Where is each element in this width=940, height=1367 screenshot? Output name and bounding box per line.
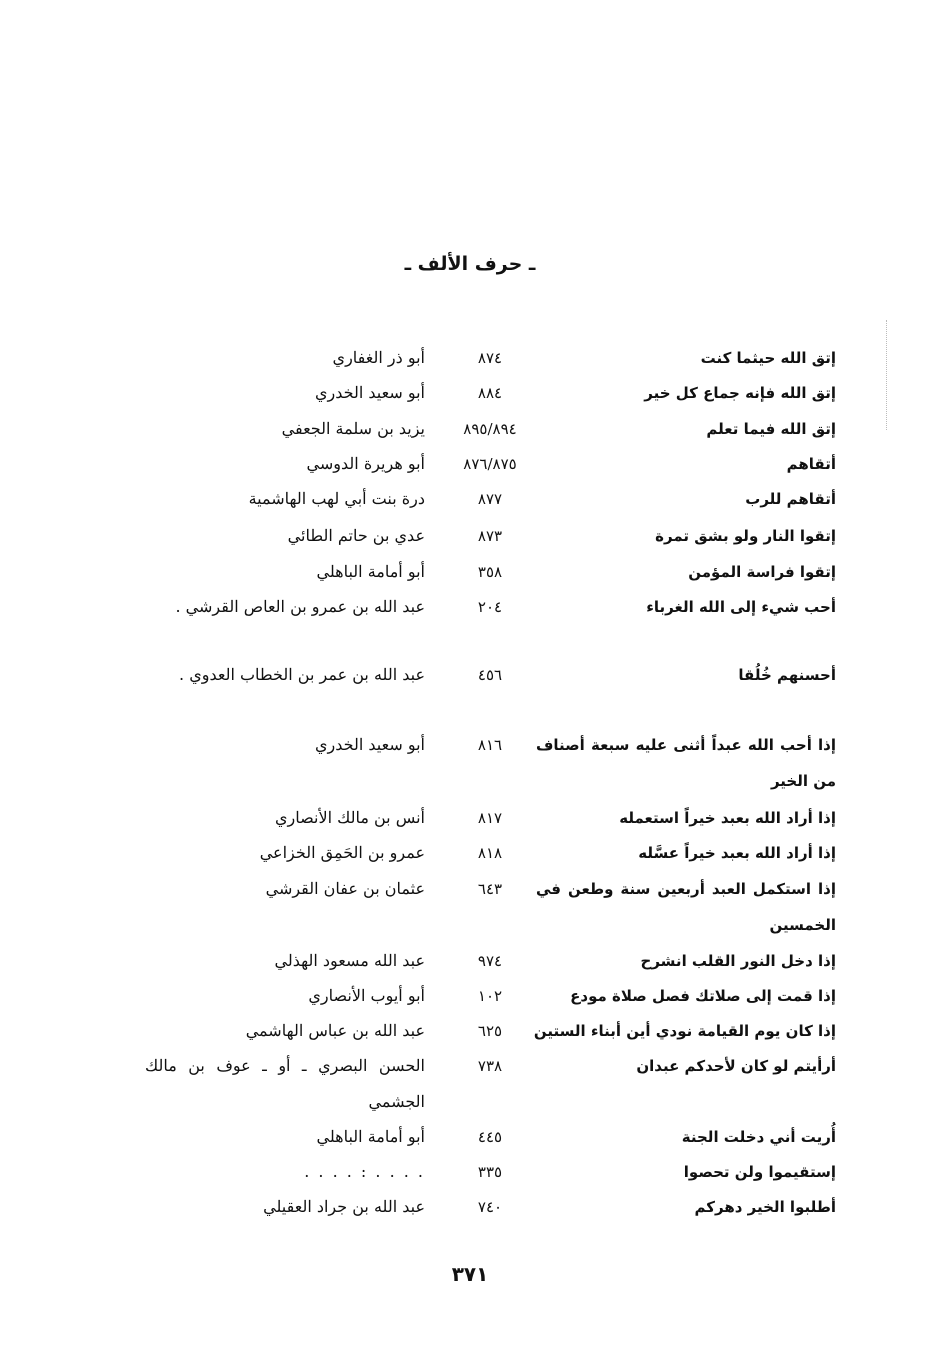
hadith-text: إستقيموا ولن تحصوا (683, 1163, 836, 1181)
narrator-name: درة بنت أبي لهب الهاشمية (248, 489, 425, 508)
list-item (0, 446, 940, 482)
narrator-name: . . . . : . . . . (304, 1162, 425, 1181)
narrator-name: عبد الله بن عمر بن الخطاب العدوي . (179, 665, 425, 684)
narrator-name: عبد الله بن عمرو بن العاص القرشي . (175, 597, 425, 616)
hadith-text: إتق الله فيما تعلم (706, 420, 836, 438)
hadith-number: ٩٧٤ (477, 952, 503, 970)
list-item (0, 1189, 940, 1225)
hadith-number: ٨٨٤ (477, 384, 503, 402)
list-item (0, 411, 940, 447)
list-item (0, 978, 940, 1014)
hadith-text: أُريت أني دخلت الجنة (681, 1128, 836, 1146)
narrator-name: الحسن البصري ـ أو ـ عوف بن مالك الجشمي (145, 1056, 425, 1111)
hadith-number: ٨٧٦/٨٧٥ (463, 455, 517, 473)
list-item (0, 518, 940, 554)
hadith-number: ٢٠٤ (477, 598, 503, 616)
narrator-name: عبد الله مسعود الهذلي (274, 951, 425, 970)
hadith-text: إذا أحب الله عبداً أثنى عليه سبعة أصناف من الخير (536, 736, 836, 790)
list-item (0, 871, 940, 934)
hadith-number: ٨١٧ (477, 809, 503, 827)
hadith-number: ٨٧٣ (477, 527, 503, 545)
narrator-name: أبو أيوب الأنصاري (308, 986, 425, 1005)
hadith-number: ٨١٨ (477, 844, 503, 862)
list-item (0, 589, 940, 625)
hadith-text: أتقاهم للرب (745, 490, 836, 508)
hadith-number: ٧٣٨ (477, 1057, 503, 1075)
list-item (0, 340, 940, 376)
list-item (0, 835, 940, 871)
narrator-name: عثمان بن عفان القرشي (265, 879, 425, 898)
hadith-number: ٦٢٥ (477, 1022, 503, 1040)
section-title: ـ حرف الألف ـ (404, 253, 536, 275)
hadith-text: إتق الله فإنه جماع كل خير (644, 384, 836, 402)
hadith-text: أتقاهم (786, 455, 836, 473)
list-item (0, 657, 940, 693)
page-number: ٣٧١ (451, 1262, 489, 1286)
hadith-text: أطلبوا الخير دهركم (694, 1198, 836, 1216)
hadith-number: ٦٤٣ (477, 880, 503, 898)
hadith-text: أحسنهم خُلُقا (738, 666, 836, 684)
hadith-number: ٤٥٦ (477, 666, 503, 684)
hadith-text: إتقوا فراسة المؤمن (688, 563, 836, 581)
list-item (0, 554, 940, 590)
hadith-number: ٨١٦ (477, 736, 503, 754)
hadith-text: إذا دخل النور القلب انشرح (640, 952, 836, 970)
hadith-text: إذا كان يوم القيامة نودي أين أبناء الستين (533, 1022, 836, 1040)
hadith-number: ٨٩٥/٨٩٤ (463, 420, 517, 438)
hadith-number: ٨٧٤ (477, 349, 503, 367)
narrator-name: أبو ذر الغفاري (332, 348, 425, 367)
narrator-name: عبد الله بن عباس الهاشمي (245, 1021, 425, 1040)
narrator-name: أبو سعيد الخدري (315, 383, 425, 402)
hadith-text: أرأيتم لو كان لأحدكم عبدان (636, 1057, 836, 1075)
hadith-text: إذا أراد الله بعبد خيراً عسَّله (638, 844, 836, 862)
list-item (0, 481, 940, 517)
list-item (0, 800, 940, 836)
hadith-text: إذا استكمل العبد أربعين سنة وطعن في الخمسين (536, 880, 836, 934)
hadith-number: ٣٣٥ (477, 1163, 503, 1181)
hadith-number: ٨٧٧ (477, 490, 503, 508)
hadith-text: إذا قمت إلى صلاتك فصل صلاة مودع (570, 987, 836, 1005)
hadith-number: ١٠٢ (477, 987, 503, 1005)
narrator-name: يزيد بن سلمة الجعفي (281, 419, 425, 438)
list-item (0, 1154, 940, 1190)
narrator-name: عمرو بن الحَمِق الخزاعي (259, 843, 425, 862)
hadith-number: ٤٤٥ (477, 1128, 503, 1146)
hadith-text: أحب شيء إلى الله الغرباء (646, 598, 836, 616)
narrator-name: عبد الله بن جراد العقيلي (263, 1197, 425, 1216)
list-item (0, 943, 940, 979)
hadith-number: ٧٤٠ (477, 1198, 503, 1216)
hadith-text: إتقوا النار ولو بشق تمرة (655, 527, 836, 545)
hadith-text: إذا أراد الله بعبد خيراً استعمله (619, 809, 836, 827)
narrator-name: أبو أمامة الباهلي (316, 562, 425, 581)
narrator-name: أبو أمامة الباهلي (316, 1127, 425, 1146)
hadith-number: ٣٥٨ (477, 563, 503, 581)
narrator-name: أبو سعيد الخدري (315, 735, 425, 754)
list-item (0, 1119, 940, 1155)
list-item (0, 1048, 940, 1111)
list-item (0, 1013, 940, 1049)
list-item (0, 375, 940, 411)
list-item (0, 727, 940, 790)
narrator-name: عدي بن حاتم الطائي (287, 526, 425, 545)
narrator-name: أبو هريرة الدوسي (306, 454, 425, 473)
hadith-text: إتق الله حيثما كنت (700, 349, 836, 367)
narrator-name: أنس بن مالك الأنصاري (274, 808, 425, 827)
